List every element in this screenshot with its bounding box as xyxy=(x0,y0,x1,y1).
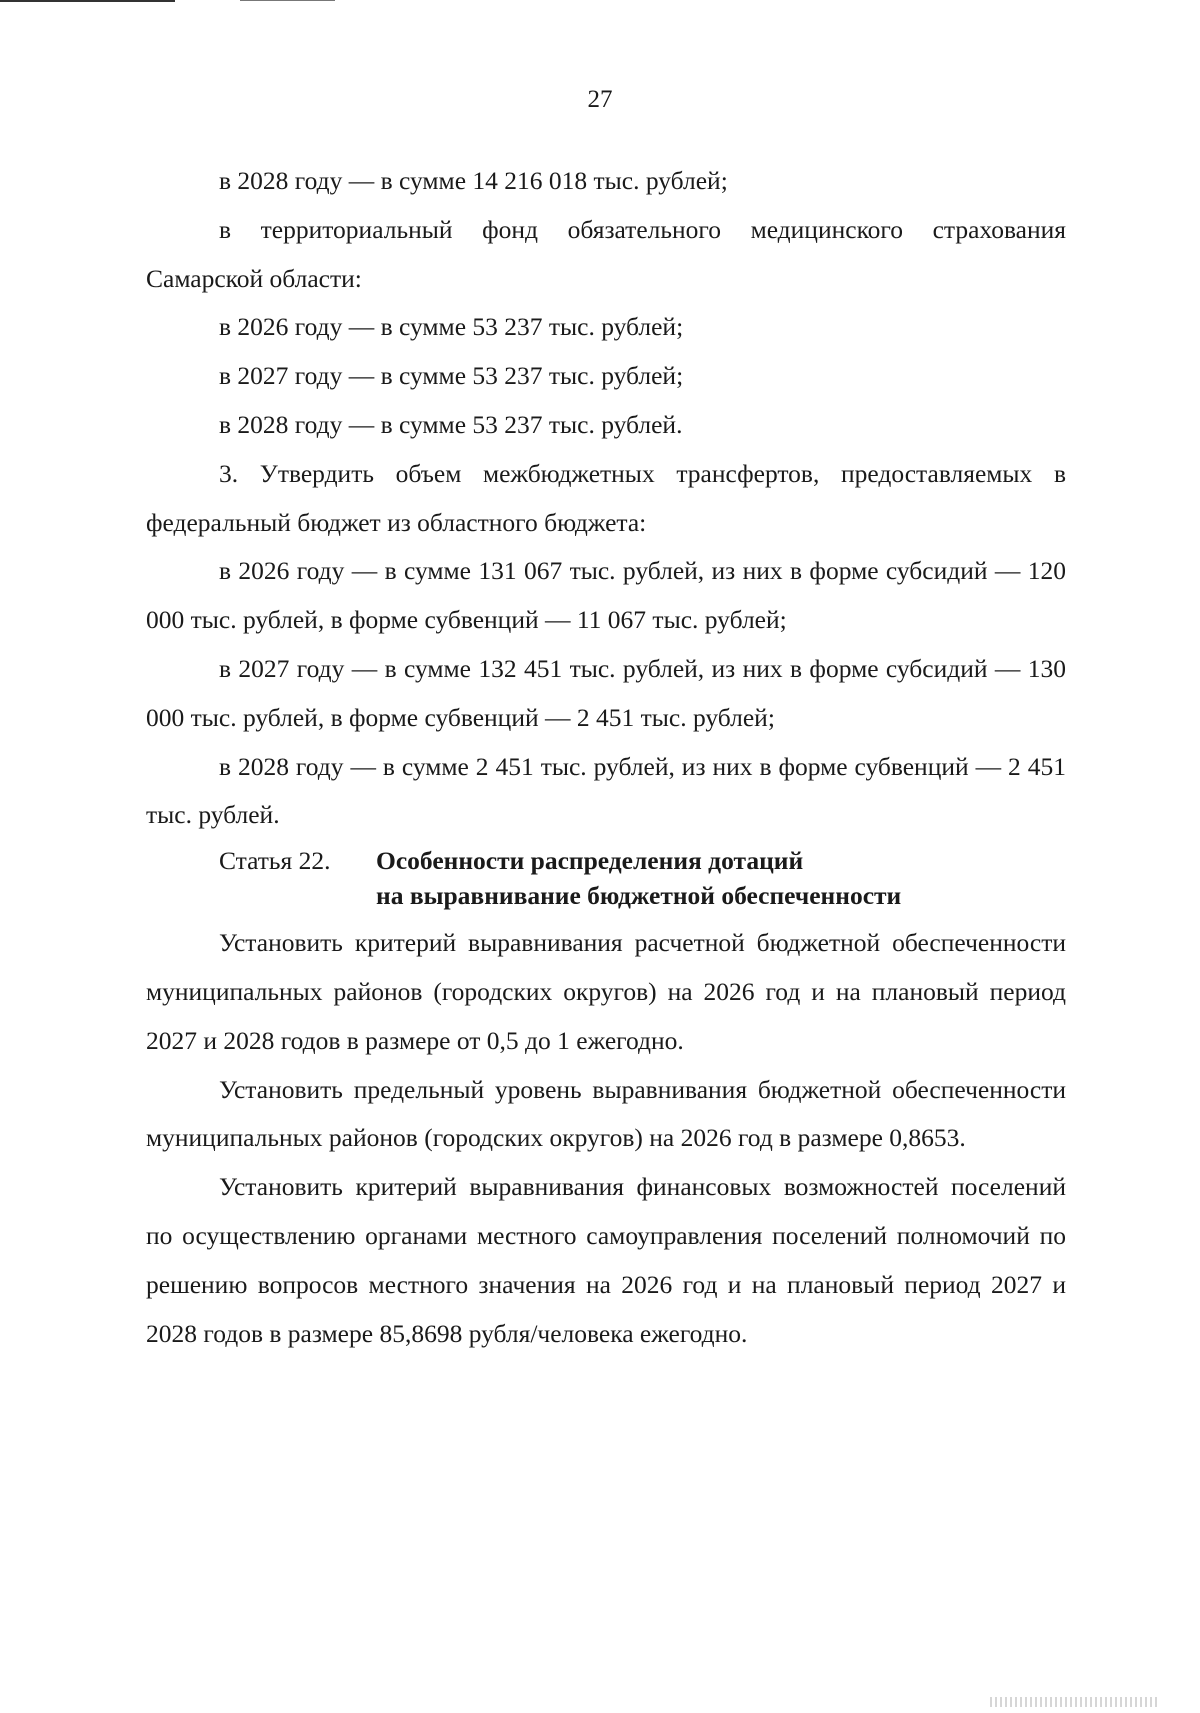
scan-noise xyxy=(990,1697,1160,1707)
paragraph: в 2028 году — в сумме 2 451 тыс. рублей, из них в форме субвенций — 2 451 тыс. рублей. xyxy=(146,751,1066,830)
paragraph: Установить предельный уровень выравнивания бюджетной обеспеченности муниципальных районов (городских округов) на 2026 год в размере 0,8653. xyxy=(146,1074,1066,1153)
article-title-line: Особенности распределения дотаций xyxy=(376,846,804,876)
article-body xyxy=(146,919,1066,1358)
article-heading xyxy=(146,843,1066,913)
scan-edge-mark xyxy=(240,0,335,1)
article-label: Статья 22. xyxy=(219,846,331,876)
scan-edge-mark xyxy=(0,0,175,2)
article-title-line: на выравнивание бюджетной обеспеченности xyxy=(376,881,902,911)
paragraph: Установить критерий выравнивания финансовых возможностей поселений по осуществлению органами местного самоуправления поселений полномочий по решению вопросов местного значения на 2026 год и на плановый период 2027 и 2028 годов в размере 85,8698 рубля/человека ежегодно. xyxy=(146,1172,1066,1348)
paragraph: в 2027 году — в сумме 53 237 тыс. рублей; xyxy=(219,361,684,391)
page-number: 27 xyxy=(587,86,613,113)
paragraph: в 2027 году — в сумме 132 451 тыс. рублей, из них в форме субсидий — 130 000 тыс. рублей, в форме субвенций — 2 451 тыс. рублей; xyxy=(146,653,1066,732)
paragraph: в 2026 году — в сумме 53 237 тыс. рублей; xyxy=(219,312,684,342)
paragraph: Установить критерий выравнивания расчетной бюджетной обеспеченности муниципальных районов (городских округов) на 2026 год и на плановый период 2027 и 2028 годов в размере от 0,5 до 1 ежегодно. xyxy=(146,928,1066,1055)
paragraph: 3. Утвердить объем межбюджетных трансфертов, предоставляемых в федеральный бюджет из областного бюджета: xyxy=(146,458,1066,537)
paragraph: в территориальный фонд обязательного медицинского страхования Самарской области: xyxy=(146,214,1066,293)
paragraph: в 2026 году — в сумме 131 067 тыс. рублей, из них в форме субсидий — 120 000 тыс. рублей, в форме субвенций — 11 067 тыс. рублей; xyxy=(146,556,1066,635)
document-body xyxy=(146,157,1066,1358)
paragraph: в 2028 году — в сумме 14 216 018 тыс. рублей; xyxy=(219,166,728,195)
article-title xyxy=(376,843,1066,913)
paragraph: в 2028 году — в сумме 53 237 тыс. рублей. xyxy=(219,409,683,439)
